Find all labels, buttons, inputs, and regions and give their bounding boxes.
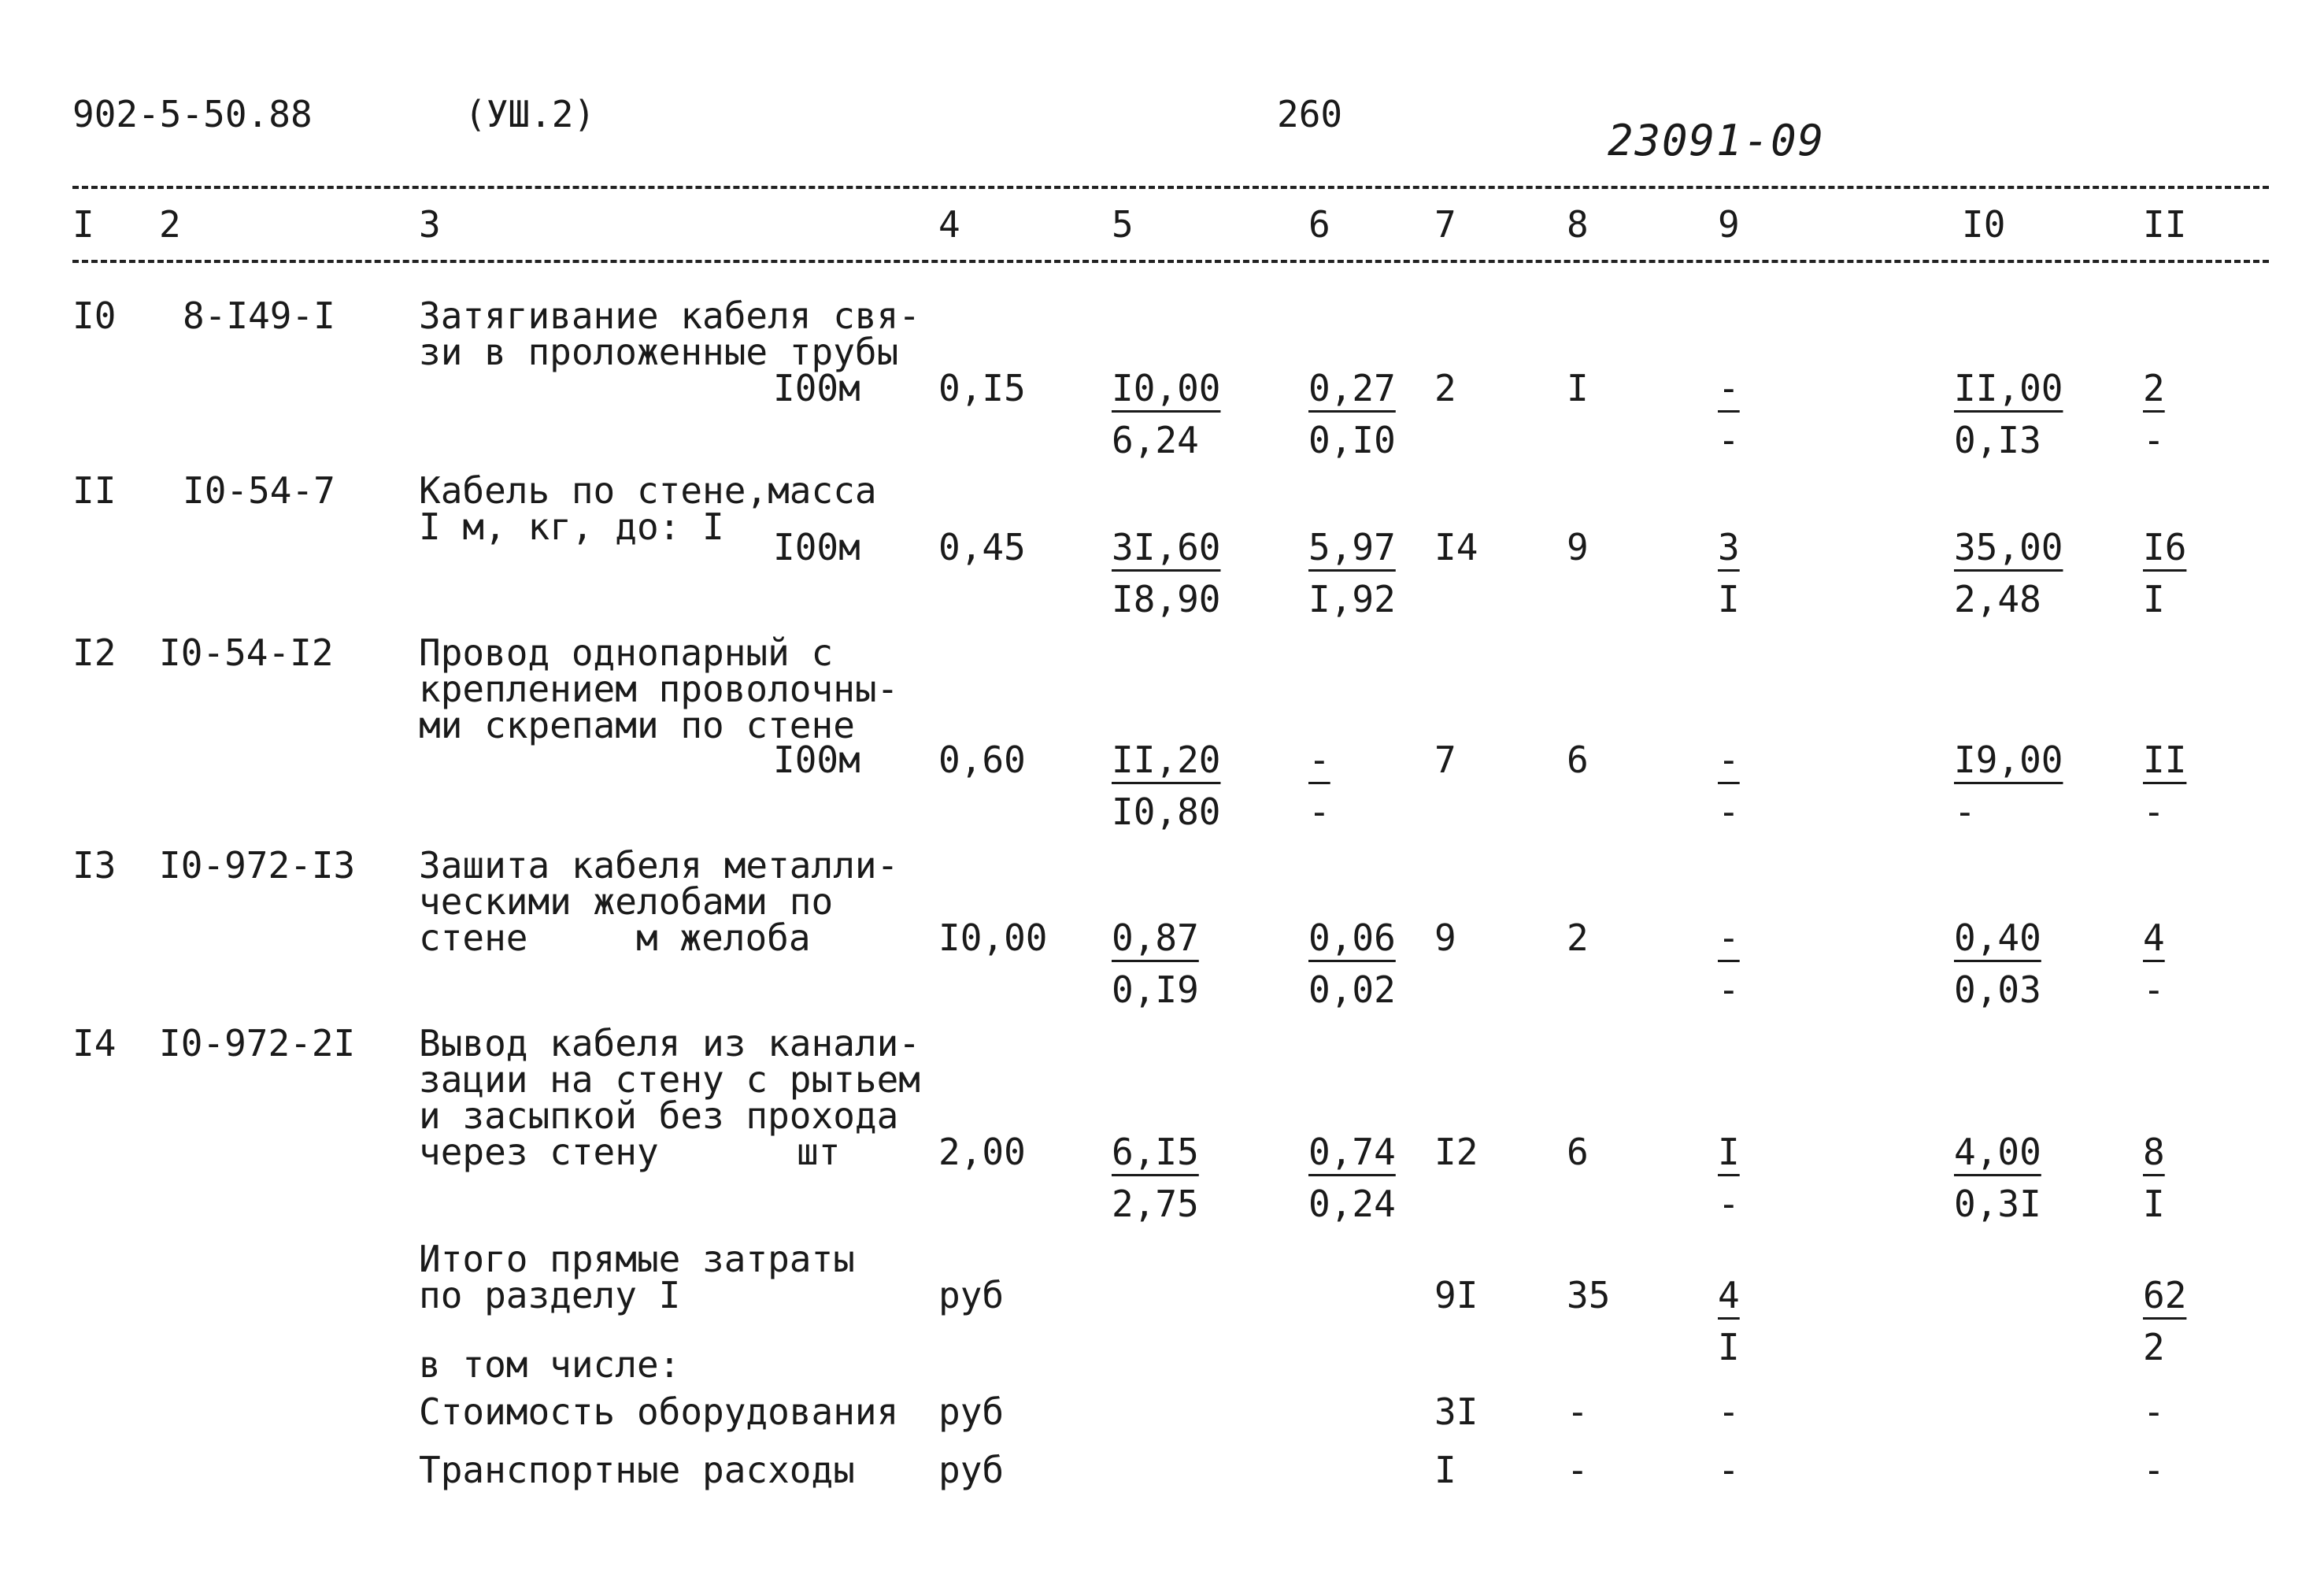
col-header: I	[72, 203, 94, 246]
row-number: II	[72, 469, 117, 512]
quantity: 0,45	[938, 526, 1026, 568]
transport-cost: I	[1434, 1449, 1456, 1491]
labor-unit: II,00	[1954, 367, 2063, 409]
work-description: Зашита кабеля металли- ческими желобами по стене	[419, 844, 899, 959]
quantity: 0,60	[938, 739, 1026, 781]
col-header: 8	[1567, 203, 1589, 246]
total-machines-wages: -	[1718, 790, 1740, 833]
row-number: I0	[72, 294, 117, 337]
labor-unit-machinists: 0,03	[1954, 968, 2041, 1011]
total-cost: I4	[1434, 526, 1478, 568]
transport-wages: -	[1567, 1449, 1589, 1491]
totals-machines-wages: I	[1718, 1326, 1740, 1368]
labor-total-machinists: -	[2143, 419, 2165, 461]
header-rule-top	[72, 186, 2269, 189]
col-header: II	[2143, 203, 2187, 246]
total-wages: 9	[1567, 526, 1589, 568]
unit-cost-machines-wages: 0,02	[1308, 968, 1396, 1011]
col-header: 3	[419, 203, 441, 246]
row-number: I4	[72, 1022, 117, 1064]
total-cost: 2	[1434, 367, 1456, 409]
row-number: I3	[72, 844, 117, 887]
totals-unit: руб	[938, 1274, 1005, 1316]
col-header: 2	[159, 203, 181, 246]
unit-cost-wages: 0,I9	[1112, 968, 1199, 1011]
unit-cost-machines-wages: 0,24	[1308, 1183, 1396, 1225]
unit-cost-total: 0,87	[1112, 916, 1199, 959]
labor-unit-machinists: 0,I3	[1954, 419, 2041, 461]
registration-stamp: 23091-09	[1608, 116, 1826, 165]
rate-code: I0-54-7	[183, 469, 335, 512]
totals-labor: 62	[2143, 1274, 2187, 1316]
rate-code: I0-972-2I	[159, 1022, 356, 1064]
labor-unit: 0,40	[1954, 916, 2041, 959]
quantity: 0,I5	[938, 367, 1026, 409]
labor-unit-machinists: 2,48	[1954, 578, 2041, 620]
unit-cost-machines: 0,27	[1308, 367, 1396, 409]
labor-unit: I9,00	[1954, 739, 2063, 781]
total-machines: I	[1718, 1131, 1740, 1173]
total-wages: 6	[1567, 739, 1589, 781]
col-header: 5	[1112, 203, 1134, 246]
unit-cost-wages: I0,80	[1112, 790, 1221, 833]
labor-total-machinists: I	[2143, 578, 2165, 620]
total-machines-wages: -	[1718, 968, 1740, 1011]
col-header: 7	[1434, 203, 1456, 246]
totals-wages: 35	[1567, 1274, 1611, 1316]
labor-unit-machinists: 0,3I	[1954, 1183, 2041, 1225]
labor-unit: 4,00	[1954, 1131, 2041, 1173]
total-machines-wages: -	[1718, 1183, 1740, 1225]
transport-unit: руб	[938, 1449, 1005, 1491]
labor-total: 8	[2143, 1131, 2165, 1173]
col-header: 9	[1718, 203, 1740, 246]
unit: I00м	[773, 526, 860, 568]
labor-total: 4	[2143, 916, 2165, 959]
page-number: 260	[1277, 93, 1343, 135]
total-machines-wages: -	[1718, 419, 1740, 461]
unit-cost-wages: I8,90	[1112, 578, 1221, 620]
col-header: I0	[1962, 203, 2006, 246]
total-machines: -	[1718, 367, 1740, 409]
unit: I00м	[773, 739, 860, 781]
unit: I00м	[773, 367, 860, 409]
including-label: в том числе:	[419, 1343, 681, 1386]
col-header: 6	[1308, 203, 1330, 246]
unit-cost-total: II,20	[1112, 739, 1221, 781]
equipment-cost: 3I	[1434, 1390, 1478, 1433]
unit-cost-machines: 0,06	[1308, 916, 1396, 959]
unit-cost-machines: -	[1308, 739, 1330, 781]
unit: м желоба	[636, 916, 811, 959]
unit-cost-machines-wages: 0,I0	[1308, 419, 1396, 461]
quantity: I0,00	[938, 916, 1048, 959]
rate-code: I0-972-I3	[159, 844, 356, 887]
labor-total: II	[2143, 739, 2187, 781]
col-header: 4	[938, 203, 960, 246]
unit-cost-machines: 5,97	[1308, 526, 1396, 568]
labor-total: 2	[2143, 367, 2165, 409]
total-wages: I	[1567, 367, 1589, 409]
total-machines: 3	[1718, 526, 1740, 568]
equipment-labor: -	[2143, 1390, 2165, 1433]
unit-cost-total: 6,I5	[1112, 1131, 1199, 1173]
labor-total-machinists: -	[2143, 790, 2165, 833]
totals-labor-machinists: 2	[2143, 1326, 2165, 1368]
transport-label: Транспортные расходы	[419, 1449, 855, 1491]
work-description: Затягивание кабеля свя- зи в проложенные трубы	[419, 294, 920, 373]
unit-cost-machines-wages: I,92	[1308, 578, 1396, 620]
header-rule-bottom	[72, 260, 2269, 263]
labor-total: I6	[2143, 526, 2187, 568]
totals-machines: 4	[1718, 1274, 1740, 1316]
labor-total-machinists: -	[2143, 968, 2165, 1011]
unit-cost-wages: 6,24	[1112, 419, 1199, 461]
unit: шт	[797, 1131, 841, 1173]
total-cost: 9	[1434, 916, 1456, 959]
work-description: Кабель по стене,масса I м, кг, до: I	[419, 469, 877, 548]
unit-cost-total: 3I,60	[1112, 526, 1221, 568]
rate-code: 8-I49-I	[183, 294, 335, 337]
row-number: I2	[72, 631, 117, 674]
quantity: 2,00	[938, 1131, 1026, 1173]
equipment-wages: -	[1567, 1390, 1589, 1433]
labor-total-machinists: I	[2143, 1183, 2165, 1225]
unit-cost-wages: 2,75	[1112, 1183, 1199, 1225]
total-machines: -	[1718, 916, 1740, 959]
document-code: 902-5-50.88	[72, 93, 313, 135]
transport-labor: -	[2143, 1449, 2165, 1491]
rate-code: I0-54-I2	[159, 631, 334, 674]
work-description: Провод однопарный с креплением проволочны- ми скрепами по стене	[419, 631, 899, 746]
equipment-label: Стоимость оборудования	[419, 1390, 899, 1433]
album-number: (УШ.2)	[464, 93, 596, 135]
total-cost: 7	[1434, 739, 1456, 781]
unit-cost-total: I0,00	[1112, 367, 1221, 409]
unit-cost-machines: 0,74	[1308, 1131, 1396, 1173]
total-wages: 2	[1567, 916, 1589, 959]
totals-cost: 9I	[1434, 1274, 1478, 1316]
totals-label: Итого прямые затраты по разделу I	[419, 1238, 855, 1316]
labor-unit: 35,00	[1954, 526, 2063, 568]
equipment-machines: -	[1718, 1390, 1740, 1433]
total-machines-wages: I	[1718, 578, 1740, 620]
labor-unit-machinists: -	[1954, 790, 1976, 833]
unit-cost-machines-wages: -	[1308, 790, 1330, 833]
total-cost: I2	[1434, 1131, 1478, 1173]
work-description: Вывод кабеля из канали- зации на стену с рытьем и засыпкой без прохода через стену	[419, 1022, 920, 1173]
total-wages: 6	[1567, 1131, 1589, 1173]
equipment-unit: руб	[938, 1390, 1005, 1433]
total-machines: -	[1718, 739, 1740, 781]
transport-machines: -	[1718, 1449, 1740, 1491]
